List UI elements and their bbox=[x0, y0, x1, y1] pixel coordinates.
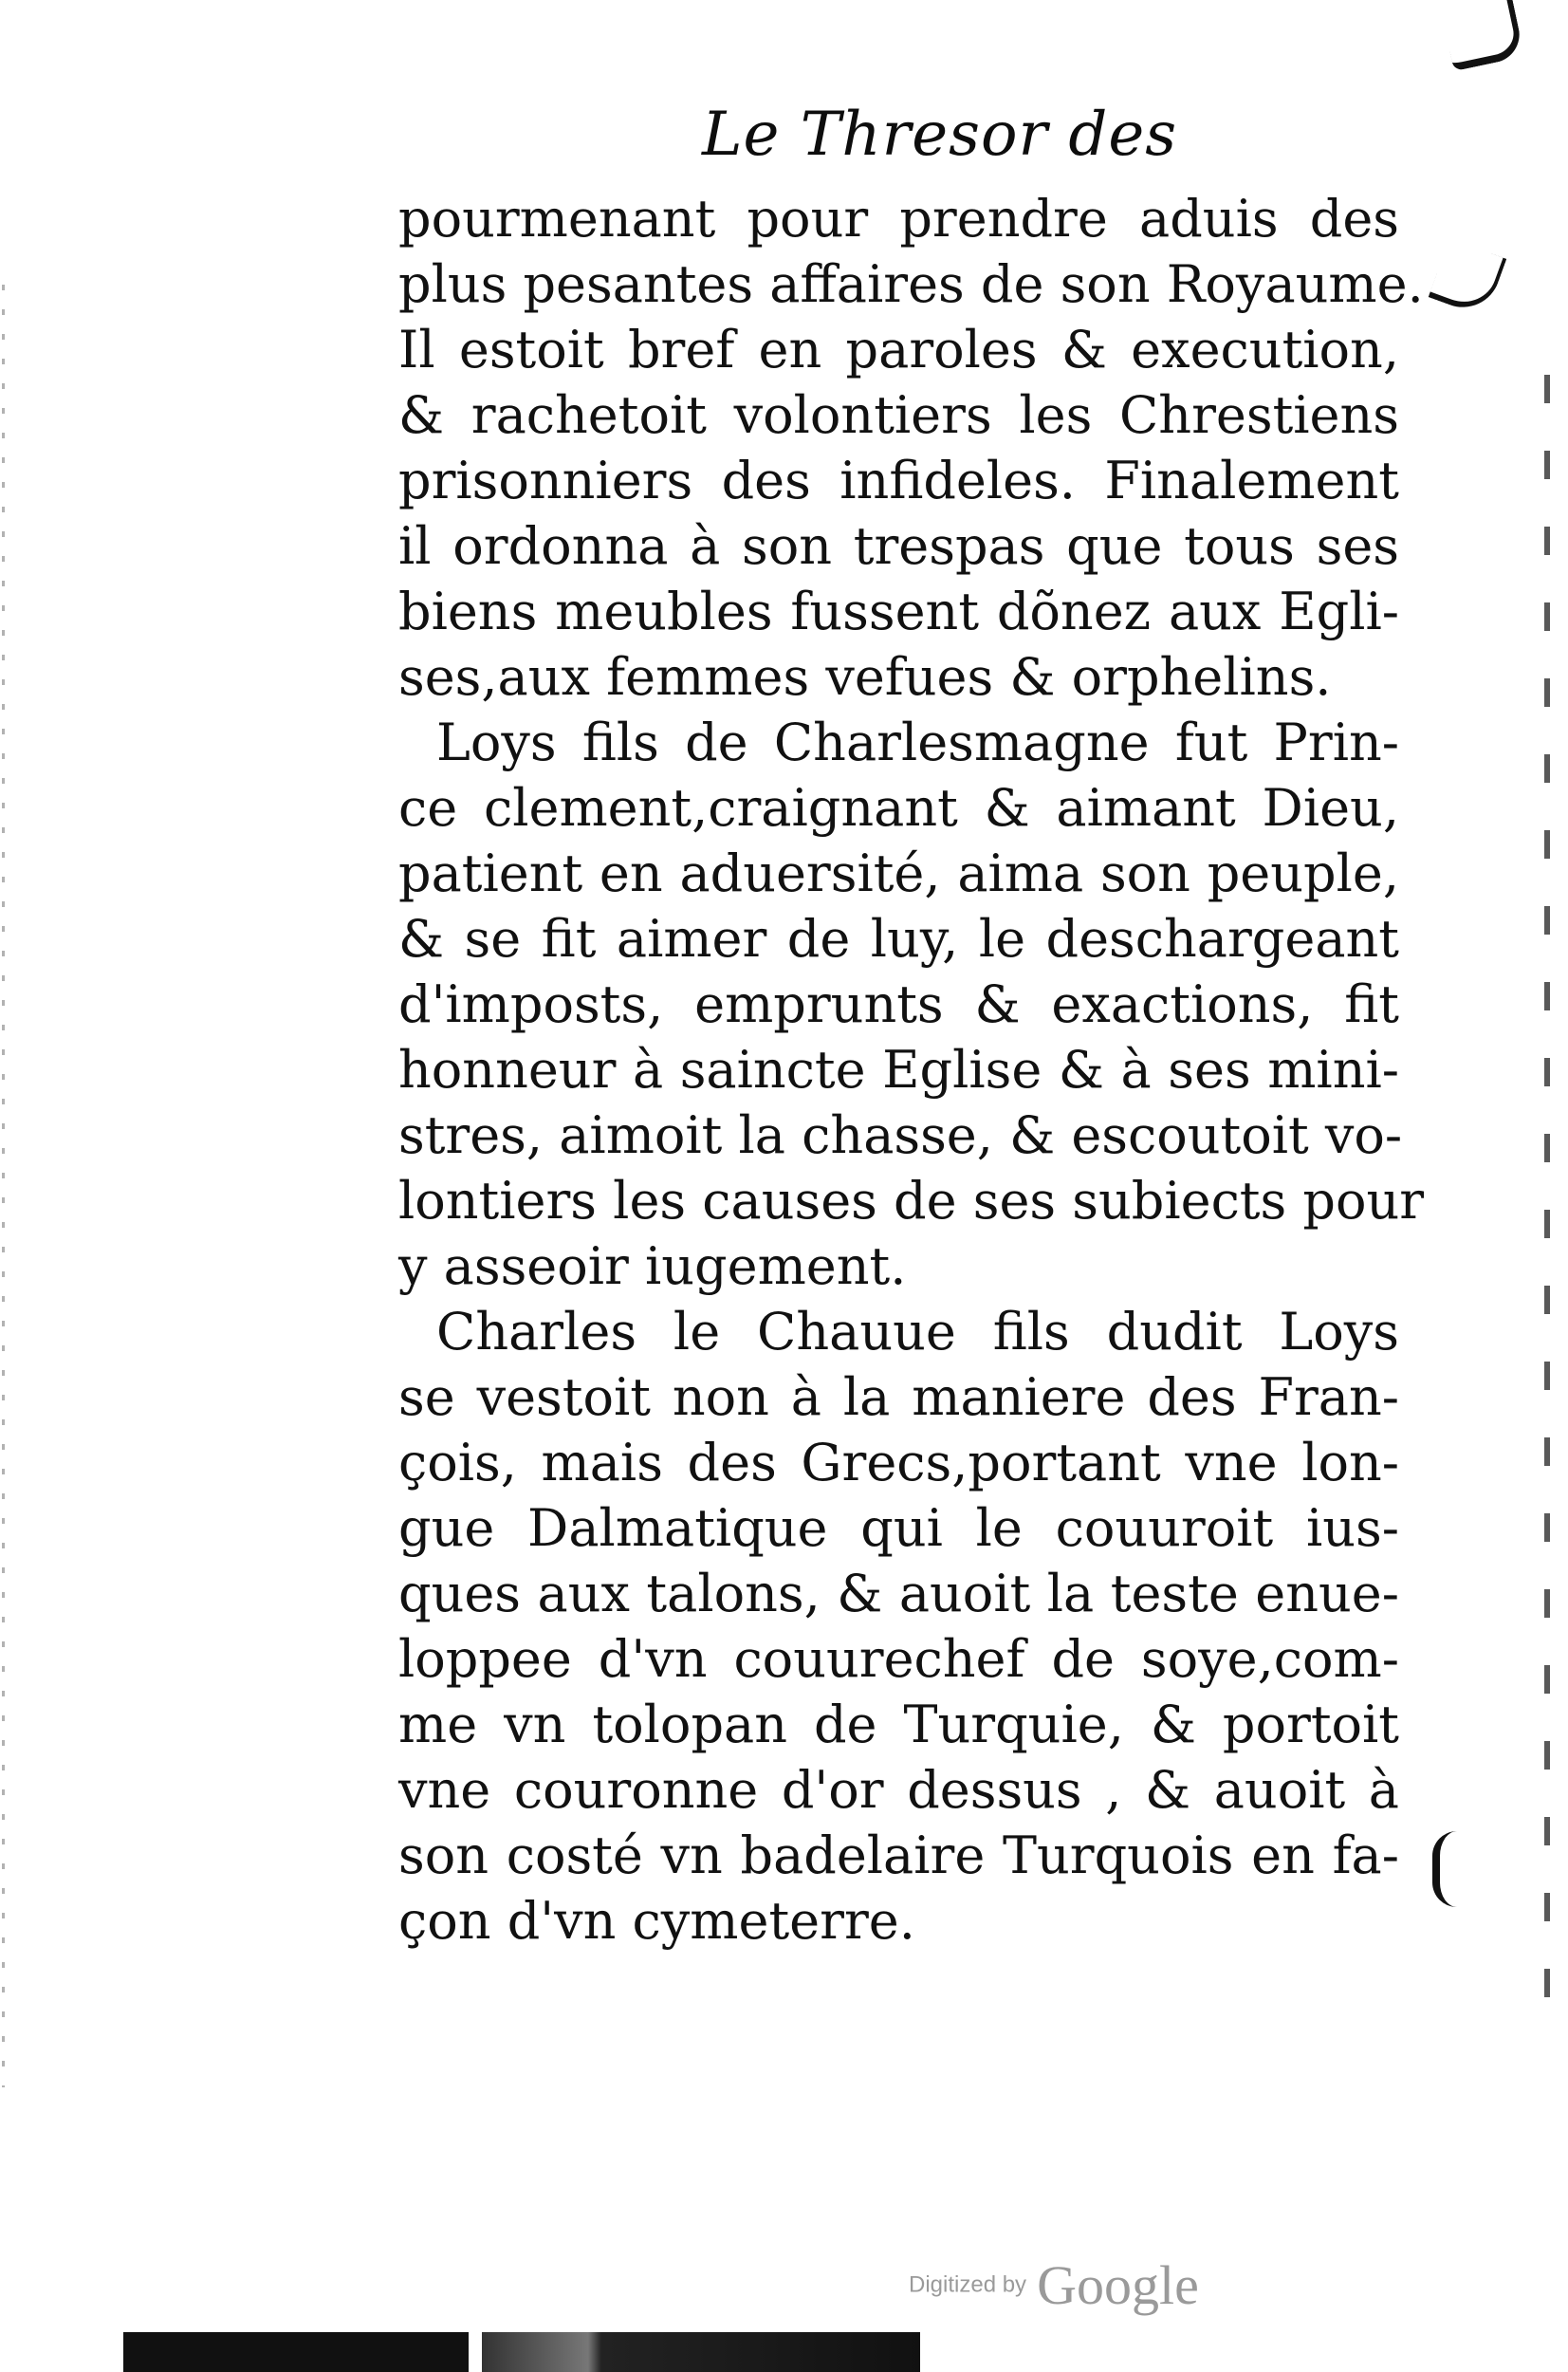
text-line: vne couronne d'or dessus , & auoit à bbox=[398, 1760, 1399, 1820]
text-line: çois, mais des Grecs,portant vne lon- bbox=[398, 1433, 1399, 1492]
margin-bracket-mark bbox=[1432, 1831, 1457, 1907]
left-page-edge bbox=[2, 285, 5, 2087]
margin-ink-curl bbox=[1429, 238, 1507, 318]
text-line: çon d'vn cymeterre. bbox=[398, 1891, 915, 1951]
right-page-edge bbox=[1544, 375, 1550, 2045]
text-line: pourmenant pour prendre aduis des bbox=[398, 189, 1399, 249]
text-line: ses,aux femmes vefues & orphelins. bbox=[398, 647, 1332, 707]
watermark-prefix: Digitized by bbox=[909, 2271, 1027, 2298]
text-line: patient en aduersité, aima son peuple, bbox=[398, 843, 1399, 903]
body-text bbox=[398, 186, 1425, 1954]
text-line: ce clement,craignant & aimant Dieu, bbox=[398, 778, 1399, 838]
corner-ink-mark bbox=[1441, 0, 1524, 71]
text-line: se vestoit non à la maniere des Fran- bbox=[398, 1367, 1399, 1427]
paragraph-first-line: Charles le Chauue fils dudit Loys bbox=[436, 1302, 1399, 1362]
text-line: lontiers les causes de ses subiects pour bbox=[398, 1171, 1425, 1231]
text-line: & rachetoit volontiers les Chrestiens bbox=[398, 385, 1399, 445]
watermark-brand: Google bbox=[1037, 2254, 1199, 2316]
google-watermark bbox=[909, 2253, 1199, 2317]
text-line: gue Dalmatique qui le couuroit ius- bbox=[398, 1498, 1399, 1558]
text-line: & se fit aimer de luy, le deschargeant bbox=[398, 909, 1399, 969]
text-line: plus pesantes affaires de son Royaume. bbox=[398, 254, 1424, 314]
paragraph-first-line: Loys fils de Charlesmagne fut Prin- bbox=[436, 713, 1399, 772]
text-line: prisonniers des infideles. Finalement bbox=[398, 451, 1399, 510]
text-line: honneur à saincte Eglise & à ses mini- bbox=[398, 1040, 1399, 1100]
running-head: Le Thresor des bbox=[702, 100, 1178, 170]
text-line: stres, aimoit la chasse, & escoutoit vo- bbox=[398, 1105, 1403, 1165]
text-line: loppee d'vn couurechef de soye,com- bbox=[398, 1629, 1399, 1689]
text-line: biens meubles fussent dõnez aux Egli- bbox=[398, 582, 1399, 641]
text-line: son costé vn badelaire Turquois en fa- bbox=[398, 1825, 1399, 1885]
text-line: me vn tolopan de Turquie, & portoit bbox=[398, 1695, 1399, 1754]
text-line: y asseoir iugement. bbox=[398, 1236, 907, 1296]
text-line: Il estoit bref en paroles & execution, bbox=[398, 320, 1399, 380]
text-line: ques aux talons, & auoit la teste enue- bbox=[398, 1564, 1399, 1623]
bottom-scan-strip bbox=[123, 2332, 1451, 2372]
text-line: il ordonna à son trespas que tous ses bbox=[398, 516, 1399, 576]
text-line: d'imposts, emprunts & exactions, fit bbox=[398, 974, 1399, 1034]
